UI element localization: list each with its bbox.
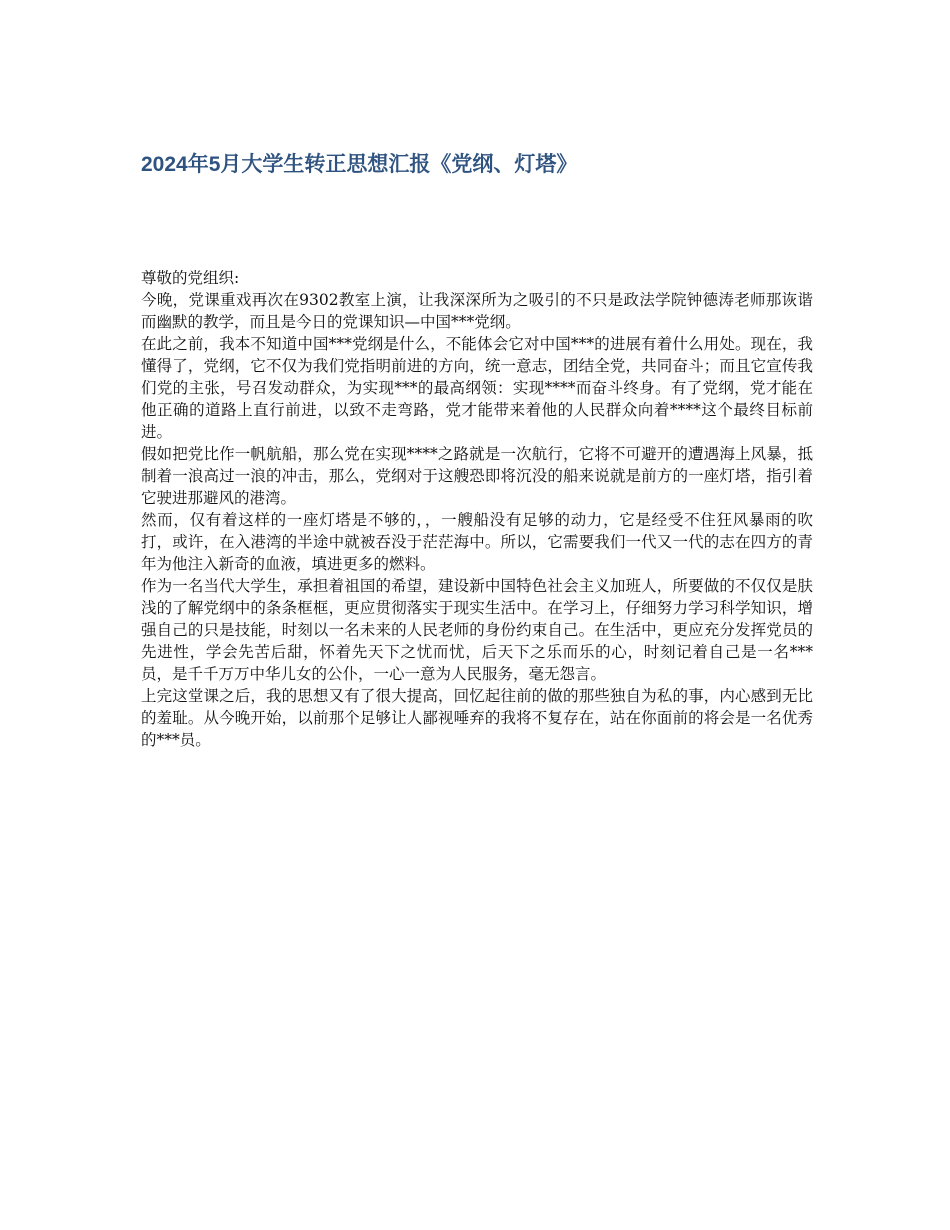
paragraph-1: 今晚，党课重戏再次在9302教室上演，让我深深所为之吸引的不只是政法学院钟德涛老师那诙谐而幽默的教学，而且是今日的党课知识—中国***党纲。: [141, 291, 813, 331]
salutation: 尊敬的党组织:: [141, 269, 240, 287]
document-title: 2024年5月大学生转正思想汇报《党纲、灯塔》: [141, 153, 578, 176]
paragraph-4: 然而，仅有着这样的一座灯塔是不够的，，一艘船没有足够的动力，它是经受不住狂风暴雨的吹打，或许，在入港湾的半途中就被吞没于茫茫海中。所以，它需要我们一代又一代的志在四方的青年为他注入新奇的血液，填进更多的燃料。: [141, 511, 813, 573]
paragraph-5: 作为一名当代大学生，承担着祖国的希望，建设新中国特色社会主义加班人，所要做的不仅仅是肤浅的了解党纲中的条条框框，更应贯彻落实于现实生活中。在学习上，仔细努力学习科学知识，增强自己的只是技能，时刻以一名未来的人民老师的身份约束自己。在生活中，更应充分发挥党员的先进性，学会先苦后甜，怀着先天下之忧而忧，后天下之乐而乐的心，时刻记着自己是一名***员，是千千万万中华儿女的公仆，一心一意为人民服务，毫无怨言。: [141, 577, 813, 683]
paragraph-3: 假如把党比作一帆航船，那么党在实现****之路就是一次航行，它将不可避开的遭遇海上风暴，抵制着一浪高过一浪的冲击，那么，党纲对于这艘恐即将沉没的船来说就是前方的一座灯塔，指引着它驶进那避风的港湾。: [141, 445, 813, 507]
document-body: [141, 267, 813, 751]
paragraph-2: 在此之前，我本不知道中国***党纲是什么，不能体会它对中国***的进展有着什么用处。现在，我懂得了，党纲，它不仅为我们党指明前进的方向，统一意志，团结全党，共同奋斗；而且它宣传我们党的主张，号召发动群众，为实现***的最高纲领：实现****而奋斗终身。有了党纲，党才能在他正确的道路上直行前进，以致不走弯路，党才能带来着他的人民群众向着****这个最终目标前进。: [141, 335, 813, 441]
paragraph-6: 上完这堂课之后，我的思想又有了很大提高，回忆起往前的做的那些独自为私的事，内心感到无比的羞耻。从今晚开始，以前那个足够让人鄙视唾弃的我将不复存在，站在你面前的将会是一名优秀的***员。: [141, 687, 813, 749]
